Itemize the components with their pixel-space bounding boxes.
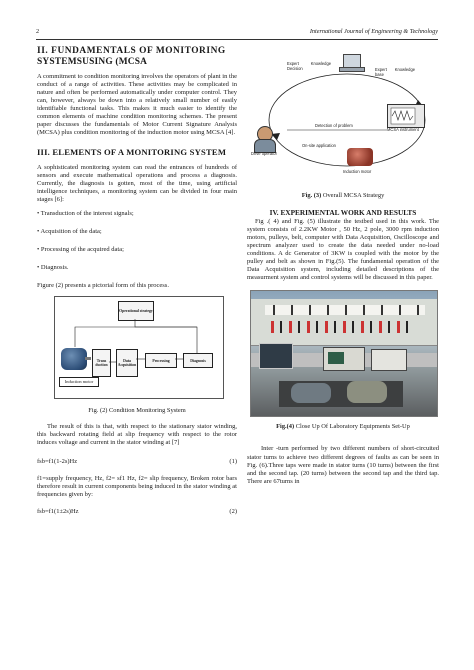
- label-induction-motor: Induction motor: [343, 169, 372, 174]
- generator-icon: [347, 381, 387, 403]
- figure-4-photo: [250, 290, 438, 417]
- section-3-paragraph: A sophisticated monitoring system can read the entrances of hundreds of sensors and execute mathematical operations and process a diagnosis. Currently, the diagnosis is gotten, most of the time, using artificial intelligence techniques, a monitoring system can be divided in four main stages [6]:: [37, 163, 237, 204]
- oscilloscope-icon: [323, 347, 365, 371]
- block-diagnosis: Diagnosis: [183, 353, 213, 368]
- computer-base-icon: [339, 67, 365, 72]
- paragraph-f1: f1=supply frequency, Hz, f2= sf1 Hz, f2= slip frequency, Broken rotor bars therefore result in current components being induced in the stator winding at frequencies given by:: [37, 474, 237, 498]
- computer-icon: [343, 54, 361, 68]
- bullet-transduction: • Transduction of the interest signals;: [37, 210, 134, 218]
- page-number: 2: [36, 28, 40, 35]
- block-transduction: Trans duction: [92, 349, 111, 377]
- equation-1-number: (1): [229, 457, 237, 465]
- section-4-paragraph: Fig .( 4) and Fig. (5) illustrate the testbed used in this work. The system consists of 2.2KW Motor , 50 Hz, 2 pole, 3000 rpm induction motors, pulleys, belt, computer with Data Acquisition, Oscilloscope and spectrum analyzer used to create the data needed under no-load conditions. A dc Generator of 3KW is coupled with the motor by the pulley and belt as shown in Fig.(5). The fundamental operation of the Data Acquisition system, including detailed descriptions of the measurment system and control systems will be discussed in this paper.: [247, 218, 439, 282]
- figure-2-intro: Figure (2) presents a pictorial form of this process.: [37, 282, 169, 290]
- mcsa-instrument: [387, 104, 425, 128]
- label-detection: Detection of problem: [315, 123, 353, 128]
- figure-3-caption-text: Overall MCSA Strategy: [321, 192, 385, 199]
- running-header: [36, 27, 438, 40]
- block-processing: Processing: [145, 353, 177, 368]
- motor-icon: [347, 148, 373, 166]
- section-2-title-line2: SYSTEMSUSING (MCSA: [37, 56, 148, 67]
- equation-1: [37, 458, 237, 466]
- motor-icon: [291, 383, 331, 403]
- figure-3-caption-label: Fig. (3): [301, 192, 322, 199]
- figure-2-caption: Fig. (2) Condition Monitoring System: [88, 407, 186, 415]
- waveform-icon: [388, 105, 424, 127]
- label-expert-base: Expert Knowledge base: [375, 67, 415, 77]
- label-drive-operator: Drive operator: [251, 151, 277, 156]
- figure-4-caption-text: Close Up Of Laboratory Equipments Set-Up: [294, 423, 410, 431]
- motor-icon: [61, 348, 87, 370]
- left-column: [37, 46, 237, 516]
- right-column: [247, 46, 439, 486]
- equation-2: [37, 508, 237, 516]
- bullet-acquisition: • Acquisition of the data;: [37, 228, 102, 236]
- label-expert-decision: Expert Knowledge Decision: [287, 61, 331, 71]
- figure-4-caption-label: Fig.(4): [276, 423, 295, 431]
- paragraph-result: The result of this is that, with respect to the stationary stator winding, this backward rotating field at slip frequency with respect to the rotor induces voltage and current in the stator winding at [7]: [37, 423, 237, 447]
- section-3-title: III. ELEMENTS OF A MONITORING SYSTEM: [37, 147, 227, 158]
- monitor-icon: [259, 343, 293, 369]
- bullet-diagnosis: • Diagnosis.: [37, 264, 69, 272]
- label-mcsa-instrument: MCSA instrument: [387, 127, 419, 132]
- equation-1-body: fsb=f1(1-2s)Hz: [37, 457, 78, 465]
- bullet-processing: • Processing of the acquired data;: [37, 246, 124, 254]
- figure-4-caption: [247, 423, 439, 431]
- label-on-site: On-site application: [302, 143, 336, 148]
- paragraph-inter-turn: Inter -turn performed by two different numbers of short-circuited stator turns to achieve two different degrees of faults as can be seen in Fig. (6).Three taps were made in stator turns (10 turns) between the first and the second tap. (20 turns) between the second tap and the third tap. There are 67turns in: [247, 445, 439, 485]
- journal-name: International Journal of Engineering & Technology: [309, 28, 438, 35]
- equation-2-number: (2): [229, 507, 237, 515]
- equation-2-body: fsb=f1(1±2s)Hz: [37, 507, 79, 515]
- motor-shaft: [85, 357, 91, 360]
- figure-3-diagram: [247, 48, 439, 186]
- section-4-title: IV. EXPERIMENTAL WORK AND RESULTS: [269, 208, 417, 218]
- meter-row: [265, 305, 425, 315]
- figure-2-diagram: [54, 296, 224, 399]
- block-operational-strategy: Operational strategy: [118, 301, 154, 321]
- section-2-title-line1: II. FUNDAMENTALS OF MONITORING: [37, 46, 226, 56]
- panel-switches: [271, 321, 411, 333]
- block-data-acquisition: Data Acquisition: [116, 349, 138, 377]
- section-2-paragraph: A commitment to condition monitoring involves the operators of plant in the conduct of a range of activities. These activities may be complicated in nature and often be performed automatically under computer control. They can, however, always be down into a relatively small number of easily identifiable functional tasks. This makes it much easier to identify the common elements of machine condition monitoring schemes. The present paper discusses the fundamentals of Motor Current Signature Analysis (MCSA) plus condition monitoring of the induction motor using MCSA [4].: [37, 73, 237, 137]
- label-induction-motor: Induction motor: [59, 377, 99, 387]
- figure-3-caption: [247, 192, 439, 200]
- analyzer-icon: [371, 349, 407, 371]
